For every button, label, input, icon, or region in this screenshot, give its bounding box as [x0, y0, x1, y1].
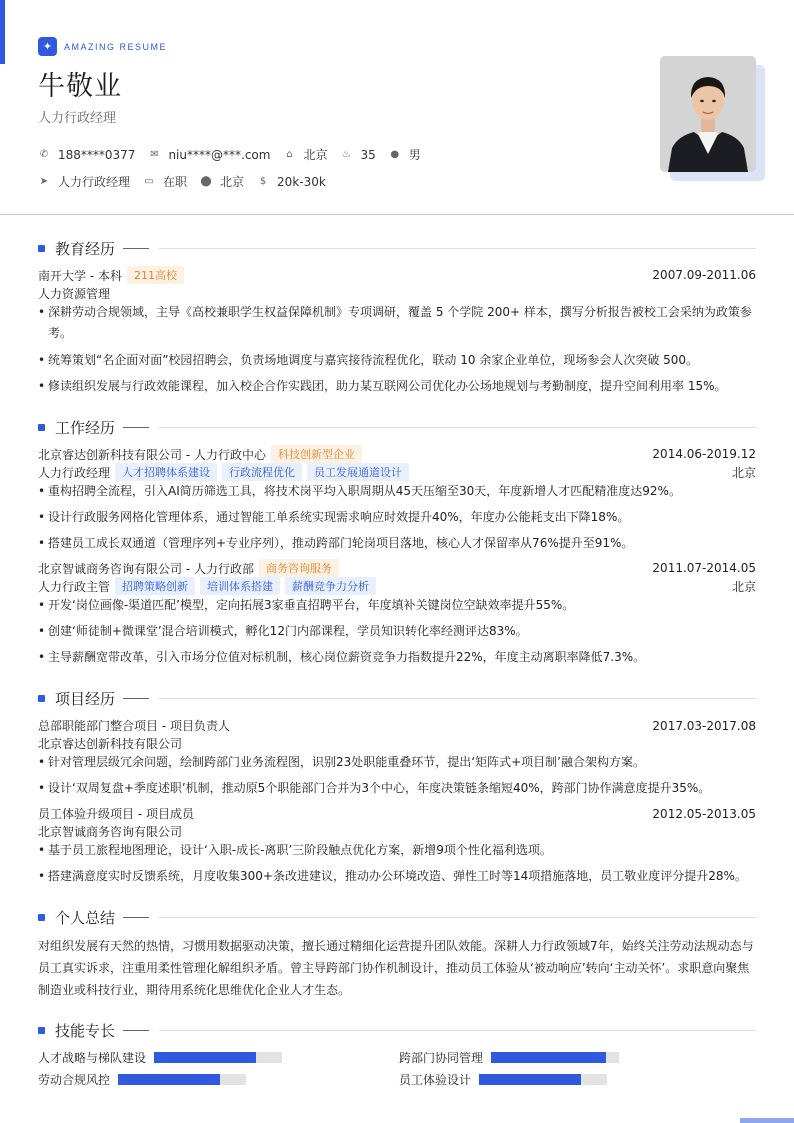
section-education: [38, 238, 756, 259]
skill-tag: 培训体系搭建: [200, 577, 280, 595]
city-item: [283, 146, 327, 163]
home-icon: ⌂: [286, 149, 293, 160]
section-line: [159, 248, 756, 249]
salary-item: [257, 175, 326, 189]
section-title: 工作经历: [55, 419, 116, 437]
candidate-title: 人力行政经理: [38, 111, 117, 126]
brand-text: AMAZING RESUME: [64, 41, 168, 52]
skill-tag: 薪酬竞争力分析: [285, 577, 376, 595]
section-line: [159, 698, 756, 699]
avatar: [660, 56, 756, 172]
target-city-item: [200, 173, 244, 190]
skill-bar: [479, 1074, 607, 1085]
status-item: [143, 173, 187, 190]
skill-tag: 招聘策略创新: [115, 577, 195, 595]
summary-line: 制造业或科技行业，期待用系统化思维优化企业人才生态。: [38, 983, 351, 997]
project-bullet: • 设计‘双周复盘+季度述职’机制，推动原5个职能部门合并为3个中心，年度决策链条缩短40%，跨部门协作满意度提升35%。: [38, 778, 756, 799]
section-short-line: [123, 917, 149, 918]
section-summary: [38, 907, 756, 928]
brand: [38, 37, 167, 56]
project-bullet: • 针对管理层级冗余问题，绘制跨部门业务流程图，识别23处职能重叠环节，提出‘矩阵式+项目制’融合架构方案。: [38, 752, 756, 773]
project-date: 2012.05-2013.05: [652, 806, 756, 821]
project-name: 总部职能部门整合项目 - 项目负责人: [38, 719, 230, 733]
skill-label: 劳动合规风控: [38, 1073, 111, 1087]
company-name: 北京睿达创新科技有限公司 - 人力行政中心: [38, 447, 266, 462]
gender-icon: ●: [390, 149, 400, 160]
profile-photo: [660, 56, 765, 182]
education-bullet: • 修读组织发展与行政效能课程，加入校企合作实践团，助力某互联网公司优化办公场地规划与考勤制度，提升空间利用率 15%。: [38, 376, 756, 397]
work-role-row: [38, 463, 756, 481]
education-bullet: [38, 302, 756, 344]
work-role-row: [38, 577, 756, 595]
target-city-text: 北京: [220, 175, 245, 189]
header-divider: [0, 214, 794, 215]
skill-item: [399, 1049, 619, 1066]
status-text: 在职: [163, 175, 188, 189]
work-date: 2011.07-2014.05: [652, 561, 756, 575]
target-role-text: 人力行政经理: [58, 175, 131, 189]
skill-bar-fill: [479, 1074, 581, 1085]
summary-line: 对组织发展有天然的热情，习惯用数据驱动决策，擅长通过精细化运营提升团队效能。深耕人力行政领域7年，始终关注劳动法规动态与: [38, 939, 754, 953]
work-bullet: • 搭建员工成长双通道（管理序列+专业序列），推动跨部门轮岗项目落地，核心人才保留率从76%提升至91%。: [38, 533, 756, 554]
section-skills: [38, 1020, 756, 1041]
education-date: 2007.09-2011.06: [652, 268, 756, 282]
skill-item: [38, 1049, 282, 1066]
mail-icon: ✉: [150, 149, 159, 160]
work-header: [38, 445, 756, 463]
education-major: 人力资源管理: [38, 287, 111, 301]
section-title: 教育经历: [55, 240, 116, 258]
skill-bar-fill: [491, 1052, 606, 1063]
sparkle-icon: ✦: [38, 37, 57, 56]
skill-bar: [154, 1052, 282, 1063]
section-line: [159, 917, 756, 918]
section-dot: [38, 914, 45, 921]
section-title: 项目经历: [55, 690, 116, 708]
skill-tag: 人才招聘体系建设: [115, 463, 217, 481]
work-bullet: • 创建‘师徒制+微课堂’混合培训模式，孵化12门内部课程，学员知识转化率经测评达83%。: [38, 621, 756, 642]
skill-label: 人才战略与梯队建设: [38, 1051, 147, 1065]
company-name: 北京智诚商务咨询有限公司 - 人力行政部: [38, 561, 254, 576]
project-bullet: • 搭建满意度实时反馈系统，月度收集300+条改进建议，推动办公环境改造、弹性工时等14项措施落地，员工敬业度评分提升28%。: [38, 866, 756, 887]
accent-bar: [0, 0, 5, 64]
salary-icon: $: [259, 176, 267, 187]
company-tag: 科技创新型企业: [271, 445, 362, 463]
skill-tag: 员工发展通道设计: [307, 463, 409, 481]
work-bullet: • 设计行政服务网格化管理体系，通过智能工单系统实现需求响应时效提升40%，年度办公能耗支出下降18%。: [38, 507, 756, 528]
skill-bar: [118, 1074, 246, 1085]
candidate-name: 牛敬业: [38, 71, 122, 102]
city-text: 北京: [303, 148, 328, 162]
cake-icon: ♨: [341, 149, 351, 160]
project-bullet: • 基于员工旅程地图理论，设计‘入职-成长-离职’三阶段触点优化方案，新增9项个性化福利选项。: [38, 840, 756, 861]
gender-item: [389, 146, 421, 163]
project-date: 2017.03-2017.08: [652, 718, 756, 733]
skill-label: 跨部门协同管理: [399, 1051, 484, 1065]
contact-row-1: [38, 146, 434, 163]
project-company: 北京睿达创新科技有限公司: [38, 737, 183, 751]
section-projects: [38, 688, 756, 709]
summary-text: [38, 935, 756, 1001]
work-bullet: • 重构招聘全流程，引入AI简历筛选工具，将技术岗平均入职周期从45天压缩至30天，年度新增人才匹配精准度达92%。: [38, 481, 756, 502]
send-icon: ➤: [39, 176, 49, 187]
section-short-line: [123, 1030, 149, 1031]
age-item: [340, 148, 375, 162]
contact-row-2: [38, 173, 339, 190]
section-short-line: [123, 248, 149, 249]
work-header: [38, 559, 756, 577]
inbox-icon: ▭: [144, 176, 154, 187]
section-short-line: [123, 698, 149, 699]
section-line: [159, 1030, 756, 1031]
school-name: 南开大学 - 本科: [38, 268, 122, 283]
gender-text: 男: [408, 148, 421, 162]
project-header: [38, 717, 756, 734]
portrait-illustration: [660, 56, 756, 172]
bullet-text-cont: 考。: [48, 326, 73, 340]
location-icon: ⬤: [200, 176, 212, 187]
skill-bar-fill: [154, 1052, 256, 1063]
work-bullet: • 主导薪酬宽带改革，引入市场分位值对标机制，核心岗位薪资竞争力指数提升22%，年度主动离职率降低7.3%。: [38, 647, 756, 668]
section-title: 个人总结: [55, 909, 116, 927]
section-work: [38, 417, 756, 438]
role-name: 人力行政经理: [38, 465, 111, 480]
email-item: [148, 148, 270, 162]
salary-text: 20k-30k: [277, 174, 326, 189]
role-name: 人力行政主管: [38, 579, 111, 594]
section-title: 技能专长: [55, 1022, 116, 1040]
section-short-line: [123, 427, 149, 428]
section-dot: [38, 695, 45, 702]
footer-accent: [740, 1118, 794, 1123]
section-dot: [38, 424, 45, 431]
skill-bar: [491, 1052, 619, 1063]
bullet-text: 深耕劳动合规领域，主导《高校兼职学生权益保障机制》专项调研，覆盖 5 个学院 200+ 样本，撰写分析报告被校工会采纳为政策参: [48, 305, 752, 319]
project-company: 北京智诚商务咨询有限公司: [38, 825, 183, 839]
phone-item: [38, 148, 135, 162]
skill-item: [399, 1071, 607, 1088]
section-dot: [38, 1027, 45, 1034]
project-header: [38, 805, 756, 822]
work-city: 北京: [731, 579, 756, 594]
work-bullet: • 开发‘岗位画像-渠道匹配’模型，定向拓展3家垂直招聘平台，年度填补关键岗位空缺效率提升55%。: [38, 595, 756, 616]
phone-text: 188****0377: [58, 147, 136, 162]
email-text: niu****@***.com: [168, 147, 271, 162]
project-name: 员工体验升级项目 - 项目成员: [38, 807, 194, 821]
age-text: 35: [360, 147, 376, 162]
section-line: [159, 427, 756, 428]
company-tag: 商务咨询服务: [259, 559, 339, 577]
skill-label: 员工体验设计: [399, 1073, 472, 1087]
education-bullet: • 统筹策划“名企面对面”校园招聘会，负责场地调度与嘉宾接待流程优化，联动 10 余家企业单位，现场参会人次突破 500。: [38, 350, 756, 371]
school-tag: 211高校: [127, 266, 184, 284]
phone-icon: ✆: [39, 149, 49, 160]
education-header: [38, 266, 756, 284]
target-role-item: [38, 173, 130, 190]
section-dot: [38, 245, 45, 252]
work-date: 2014.06-2019.12: [652, 447, 756, 461]
summary-line: 员工真实诉求，注重用柔性管理化解组织矛盾。曾主导跨部门协作机制设计，推动员工体验从‘被动响应’转向‘主动关怀’。求职意向聚焦: [38, 961, 750, 975]
skill-tag: 行政流程优化: [222, 463, 302, 481]
skill-item: [38, 1071, 246, 1088]
work-city: 北京: [731, 465, 756, 480]
skill-bar-fill: [118, 1074, 220, 1085]
